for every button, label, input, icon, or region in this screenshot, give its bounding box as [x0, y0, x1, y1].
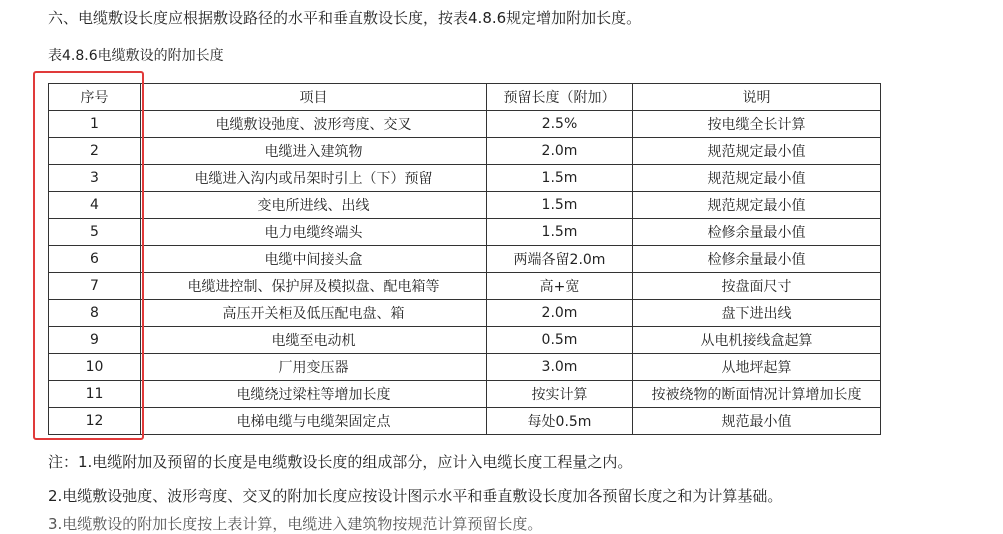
- table-row: [49, 408, 881, 435]
- table-caption: 表4.8.6电缆敷设的附加长度: [48, 48, 224, 64]
- table-row: [49, 138, 881, 165]
- cell-description: 从地坪起算: [633, 354, 881, 381]
- header-seq: 序号: [49, 84, 141, 111]
- cell-seq: 4: [49, 192, 141, 219]
- document-heading: 六、电缆敷设长度应根据敷设路径的水平和垂直敷设长度，按表4.8.6规定增加附加长度。: [48, 9, 642, 27]
- cell-item: 电缆至电动机: [141, 327, 487, 354]
- table-row: [49, 192, 881, 219]
- table-row: [49, 165, 881, 192]
- cell-seq: 2: [49, 138, 141, 165]
- cell-reserve-length: 2.0m: [487, 300, 633, 327]
- cell-seq: 1: [49, 111, 141, 138]
- cell-item: 电缆中间接头盒: [141, 246, 487, 273]
- cell-item: 电缆进入沟内或吊架时引上（下）预留: [141, 165, 487, 192]
- cell-seq: 11: [49, 381, 141, 408]
- cell-description: 从电机接线盒起算: [633, 327, 881, 354]
- cell-seq: 3: [49, 165, 141, 192]
- cell-seq: 8: [49, 300, 141, 327]
- cell-seq: 6: [49, 246, 141, 273]
- cell-seq: 9: [49, 327, 141, 354]
- cell-seq: 10: [49, 354, 141, 381]
- note-2: 2.电缆敷设弛度、波形弯度、交叉的附加长度应按设计图示水平和垂直敷设长度加各预留长度之和为计算基础。: [48, 487, 783, 505]
- cell-seq: 5: [49, 219, 141, 246]
- cell-reserve-length: 按实计算: [487, 381, 633, 408]
- header-description: 说明: [633, 84, 881, 111]
- cell-seq: 7: [49, 273, 141, 300]
- cell-description: 规范规定最小值: [633, 165, 881, 192]
- cell-item: 电缆绕过梁柱等增加长度: [141, 381, 487, 408]
- cell-reserve-length: 两端各留2.0m: [487, 246, 633, 273]
- header-reserve-length: 预留长度（附加）: [487, 84, 633, 111]
- table-row: [49, 111, 881, 138]
- note-1: 注：1.电缆附加及预留的长度是电缆敷设长度的组成部分，应计入电缆长度工程量之内。: [48, 453, 633, 471]
- note-3: 3.电缆敷设的附加长度按上表计算，电缆进入建筑物按规范计算预留长度。: [48, 515, 543, 533]
- cell-item: 电梯电缆与电缆架固定点: [141, 408, 487, 435]
- cell-reserve-length: 3.0m: [487, 354, 633, 381]
- cell-reserve-length: 1.5m: [487, 219, 633, 246]
- cell-description: 按盘面尺寸: [633, 273, 881, 300]
- cell-item: 高压开关柜及低压配电盘、箱: [141, 300, 487, 327]
- header-item: 项目: [141, 84, 487, 111]
- cell-item: 电力电缆终端头: [141, 219, 487, 246]
- cell-item: 电缆进入建筑物: [141, 138, 487, 165]
- table-row: [49, 219, 881, 246]
- table-body: [49, 111, 881, 435]
- cell-description: 按被绕物的断面情况计算增加长度: [633, 381, 881, 408]
- table-row: [49, 354, 881, 381]
- cell-item: 厂用变压器: [141, 354, 487, 381]
- cell-description: 规范规定最小值: [633, 138, 881, 165]
- cell-reserve-length: 0.5m: [487, 327, 633, 354]
- cell-item: 电缆进控制、保护屏及模拟盘、配电箱等: [141, 273, 487, 300]
- table-header-row: [49, 84, 881, 111]
- cable-length-table: [48, 83, 881, 435]
- table-row: [49, 327, 881, 354]
- cell-description: 检修余量最小值: [633, 246, 881, 273]
- table-row: [49, 246, 881, 273]
- table-row: [49, 300, 881, 327]
- cell-reserve-length: 高+宽: [487, 273, 633, 300]
- cell-description: 按电缆全长计算: [633, 111, 881, 138]
- table-row: [49, 381, 881, 408]
- cell-seq: 12: [49, 408, 141, 435]
- cell-description: 规范规定最小值: [633, 192, 881, 219]
- cell-item: 电缆敷设弛度、波形弯度、交叉: [141, 111, 487, 138]
- cell-reserve-length: 每处0.5m: [487, 408, 633, 435]
- cell-reserve-length: 1.5m: [487, 165, 633, 192]
- table-row: [49, 273, 881, 300]
- cell-description: 盘下进出线: [633, 300, 881, 327]
- cell-reserve-length: 1.5m: [487, 192, 633, 219]
- cell-item: 变电所进线、出线: [141, 192, 487, 219]
- cell-reserve-length: 2.5%: [487, 111, 633, 138]
- cell-description: 规范最小值: [633, 408, 881, 435]
- cell-reserve-length: 2.0m: [487, 138, 633, 165]
- cell-description: 检修余量最小值: [633, 219, 881, 246]
